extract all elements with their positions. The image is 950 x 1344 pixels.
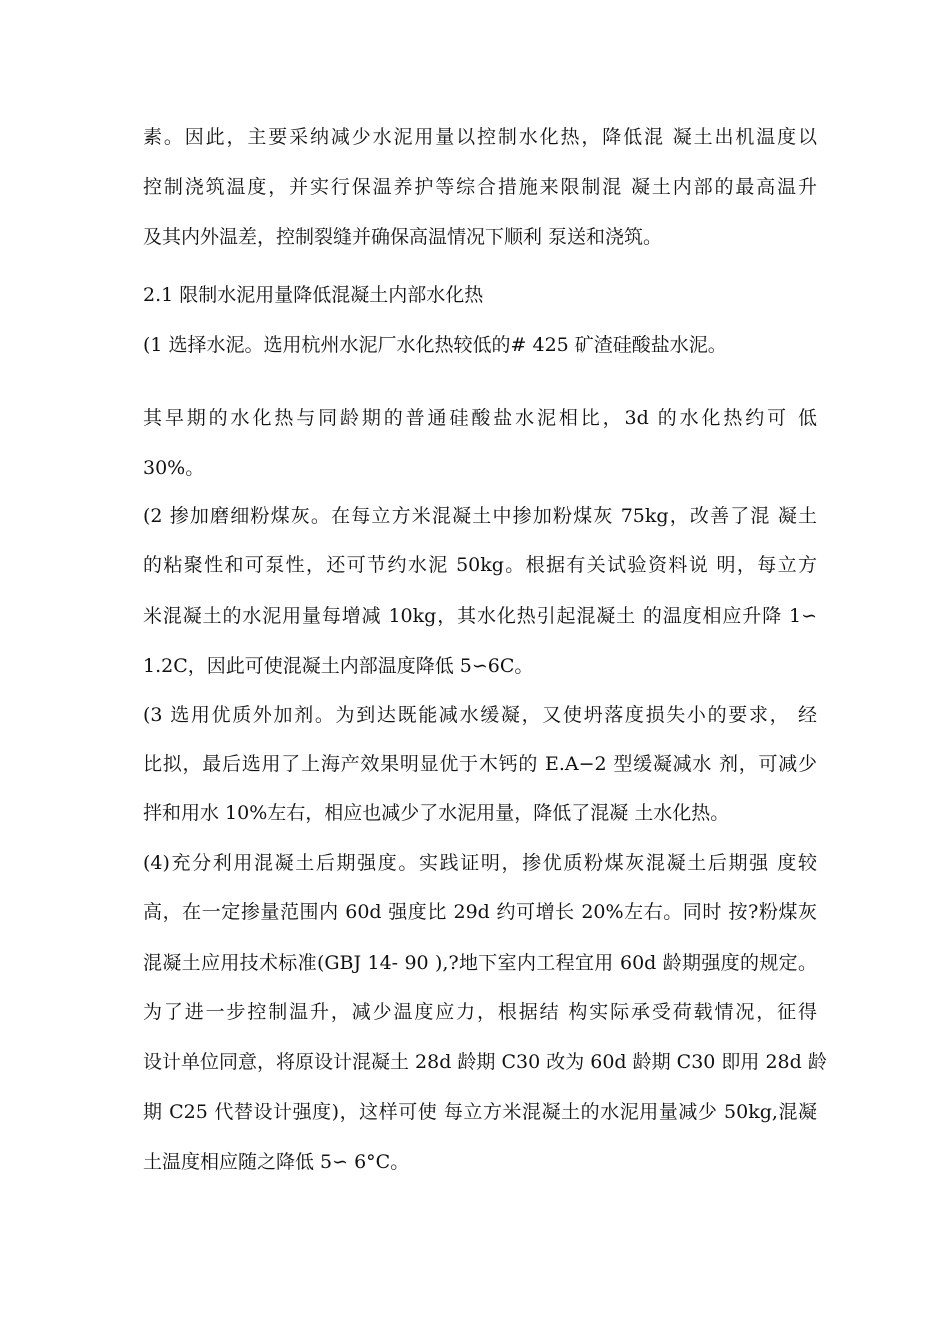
text-line: (2 掺加磨细粉煤灰。在每立方米混凝土中掺加粉煤灰 75kg，改善了混 凝土 [143,505,817,527]
text-line: 30%。 [143,457,205,479]
section-heading: 2.1 限制水泥用量降低混凝土内部水化热 [143,284,484,306]
text-line: 及其内外温差，控制裂缝并确保高温情况下顺利 泵送和浇筑。 [143,226,663,248]
text-line: 控制浇筑温度，并实行保温养护等综合措施来限制混 凝土内部的最高温升 [143,176,817,198]
text-line: 素。因此，主要采纳减少水泥用量以控制水化热，降低混 凝土出机温度以 [143,126,817,148]
text-line: 拌和用水 10%左右，相应也减少了水泥用量，降低了混凝 土水化热。 [143,802,730,824]
text-line: 高，在一定掺量范围内 60d 强度比 29d 约可增长 20%左右。同时 按?粉煤灰 [143,901,817,923]
text-line: (3 选用优质外加剂。为到达既能减水缓凝，又使坍落度损失小的要求， 经 [143,704,817,726]
text-line: 的粘聚性和可泵性，还可节约水泥 50kg。根据有关试验资料说 明，每立方 [143,554,817,576]
text-line: 其早期的水化热与同龄期的普通硅酸盐水泥相比，3d 的水化热约可 低 [143,407,817,429]
text-line: (1 选择水泥。选用杭州水泥厂水化热较低的# 425 矿渣硅酸盐水泥。 [143,334,727,356]
text-line: 设计单位同意，将原设计混凝土 28d 龄期 C30 改为 60d 龄期 C30 即用 28d 龄 [143,1051,827,1073]
text-line: 1.2C，因此可使混凝土内部温度降低 5∽6C。 [143,655,534,677]
text-line: 土温度相应随之降低 5∽ 6°C。 [143,1151,410,1173]
text-line: 期 C25 代替设计强度)，这样可使 每立方米混凝土的水泥用量减少 50kg,混凝 [143,1101,817,1123]
text-line: 米混凝土的水泥用量每增减 10kg，其水化热引起混凝土 的温度相应升降 1∽ [143,605,817,627]
text-line: 比拟，最后选用了上海产效果明显优于木钙的 E.A−2 型缓凝减水 剂，可减少 [143,753,817,775]
text-line: 为了进一步控制温升，减少温度应力，根据结 构实际承受荷载情况，征得 [143,1001,817,1023]
text-line: 混凝土应用技术标准(GBJ 14- 90 ),?地下室内工程宜用 60d 龄期强度的规定。 [143,952,817,974]
text-line: (4)充分利用混凝土后期强度。实践证明，掺优质粉煤灰混凝土后期强 度较 [143,852,817,874]
